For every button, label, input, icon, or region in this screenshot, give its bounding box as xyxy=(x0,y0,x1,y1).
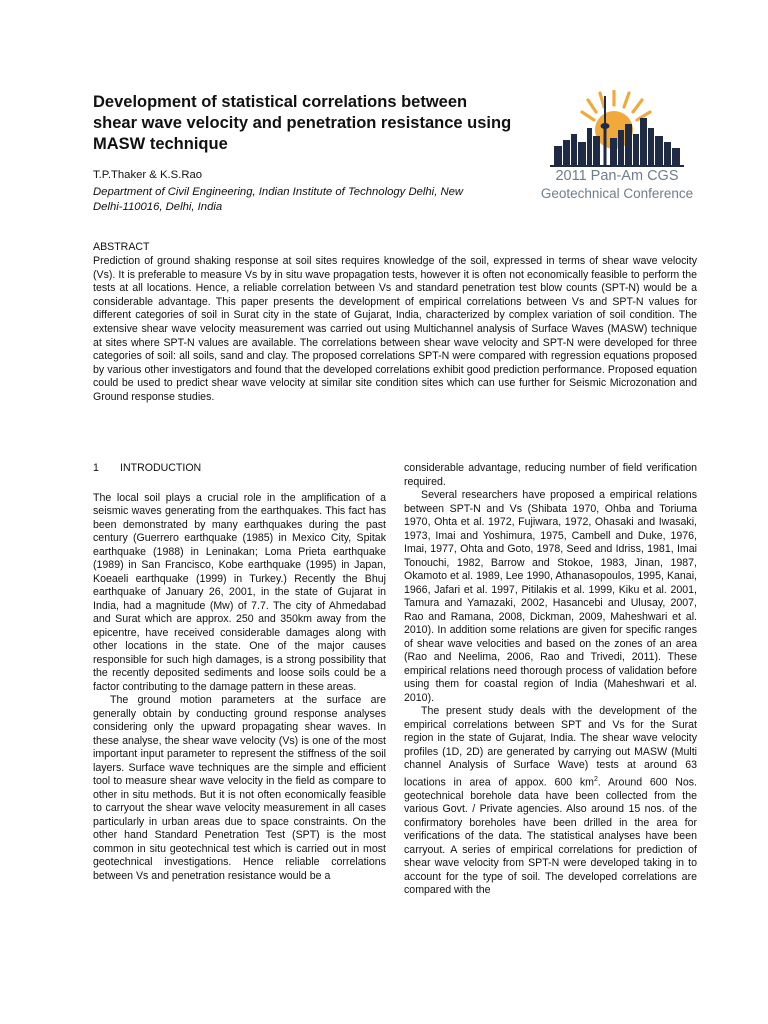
abstract-text: Prediction of ground shaking response at soil sites requires knowledge of the soil, expressed in terms of shear wave velocity (Vs). It is preferable to measure Vs by in situ wave propagation tests, however it is often not economically feasible to perform the tests at all locations. Hence, a reliable correlation between Vs and standard penetration test blow counts (SPT-N) would be a considerable advantage. This paper presents the development of empirical correlations between Vs and SPT-N values for different categories of soil in Surat city in the state of Gujarat, India, characterized by complex variation of soil condition. The extensive shear wave velocity measurement was carried out using Multichannel analysis of Surface Waves (MASW) technique at sites where SPT-N values are available. The correlations between shear wave velocity and SPT-N were developed for three categories of soil: all soils, sand and clay. The proposed correlations SPT-N were compared with regression equations proposed by various other investigators and found that the developed correlations exhibit good prediction performance. Proposed equation could be used to predict shear wave velocity at similar site condition sites which can use further for Seismic Microzonation and Ground response studies. xyxy=(93,255,697,403)
paragraph-part: The present study deals with the development of the empirical correlations between SPT and Vs for the Surat region in the state of Gujarat, India. The shear wave velocity profiles (1D, 2D) are generated by carrying out MASW (Multi channel Analysis of Surface Wave) tests at around 63 locations in area of appox. 600 km xyxy=(404,705,697,789)
paragraph: Several researchers have proposed a empirical relations between SPT-N and Vs (Shibata 1970, Ohba and Toriuma 1970, Ohta et al. 1972, Fujiwara, 1972, Ohasaki and Iwasaki, 1973, Imai and Yoshimura, 1975, Cambell and Duke, 1976, Imai, 1977, Ohta and Goto, 1978, Seed and Idriss, 1981, Imai Tonouchi, 1982, Barrow and Stokoe, 1983, Jinan, 1987, Okamoto et al. 1989, Lee 1990, Athanasopoulos, 1995, Kanai, 1966, Jafari et al. 1997, Pitilakis et al. 1999, Kiku et al. 2001, Tamura and Yamazaki, 2002, Hasancebi and Ulusay, 2007, Rao and Ramana, 2008, Dickman, 2009, Maheshwari et al. 2010). In addition some relations are given for specific ranges of shear wave velocities and based on the zones of an area (Rao and Neelima, 2006, Rao and Trivedi, 2011). These empirical relations need thorough process of validation before using them for coastal region of India (Maheshwari et al. 2010). xyxy=(404,489,697,704)
conference-logo xyxy=(532,90,702,208)
section-title: INTRODUCTION xyxy=(120,462,202,474)
paragraph-part: . Around 600 Nos. geotechnical borehole data have been collected from the various Govt. / Private agencies. Also around 15 nos. of the confirmatory boreholes have been drilled in the area for verifications of the data. The statistical analyses have been carryout. A series of empirical correlations for prediction of shear wave velocity from SPT-N were developed taking in to account for the type of soil. The developed correlations are compared with the xyxy=(404,776,698,897)
left-column xyxy=(93,462,386,883)
authors: T.P.Thaker & K.S.Rao xyxy=(93,169,203,181)
paper-title: Development of statistical correlations between shear wave velocity and penetration resistance using MASW technique xyxy=(93,93,512,153)
paragraph: The local soil plays a crucial role in the amplification of a seismic waves generating from the earthquakes. This fact has been demonstrated by many earthquakes during the past century (Guerrero earthquake (1985) in Mexico City, Spitak earthquake (1988) in Leninakan; Loma Prieta earthquake (1989) in San Francisco, Kobe earthquake (1995) in Japan, Koeaeli earthquake (1999) in Turkey.) Recently the Bhuj earthquake of January 26, 2001, in the state of Gujarat in India, had a magnitude (Mw) of 7.7. The city of Ahmedabad and Surat which are approx. 250 and 350km away from the epicentre, have received considerable damages along with other locations in the state. One of the major causes responsible for such high damages, is a strong possibility that the recently deposited sediments and loose soils could be a factor contributing to the damage pattern in these areas. xyxy=(93,491,386,693)
logo-title: 2011 Pan-Am CGS xyxy=(555,168,679,184)
paragraph: considerable advantage, reducing number of field verification required. xyxy=(404,462,697,488)
section-number: 1 xyxy=(93,462,99,474)
affiliation-line-1: Department of Civil Engineering, Indian Institute of Technology Delhi, New xyxy=(93,186,464,198)
logo-subtitle: Geotechnical Conference xyxy=(540,186,694,201)
section-heading xyxy=(93,462,386,476)
abstract-heading: ABSTRACT xyxy=(93,241,150,253)
affiliation xyxy=(93,185,533,215)
paragraph: The ground motion parameters at the surface are generally obtain by conducting ground response analyses considering only the upward propagating shear waves. In these analyse, the shear wave velocity (Vs) is one of the most important input parameter to represent the stiffness of the soil layers. Surface wave techniques are the simple and efficient tool to measure shear wave velocity in the field as compare to other in situ methods. But it is not often economically feasible to carryout the shear wave velocity measurement in all cases particularly in urban areas due to space constraints. On the other hand Standard Penetration Test (SPT) is the most common in situ geotechnical test which is carried out in most geotechnical investigations. Hence reliable correlations between Vs and penetration resistance would be a xyxy=(93,694,386,882)
affiliation-line-2: Delhi-110016, Delhi, India xyxy=(93,201,223,213)
right-column xyxy=(404,462,697,898)
paragraph xyxy=(404,705,697,898)
city-skyline-sun-icon xyxy=(532,90,702,168)
superscript: 2 xyxy=(593,775,598,783)
